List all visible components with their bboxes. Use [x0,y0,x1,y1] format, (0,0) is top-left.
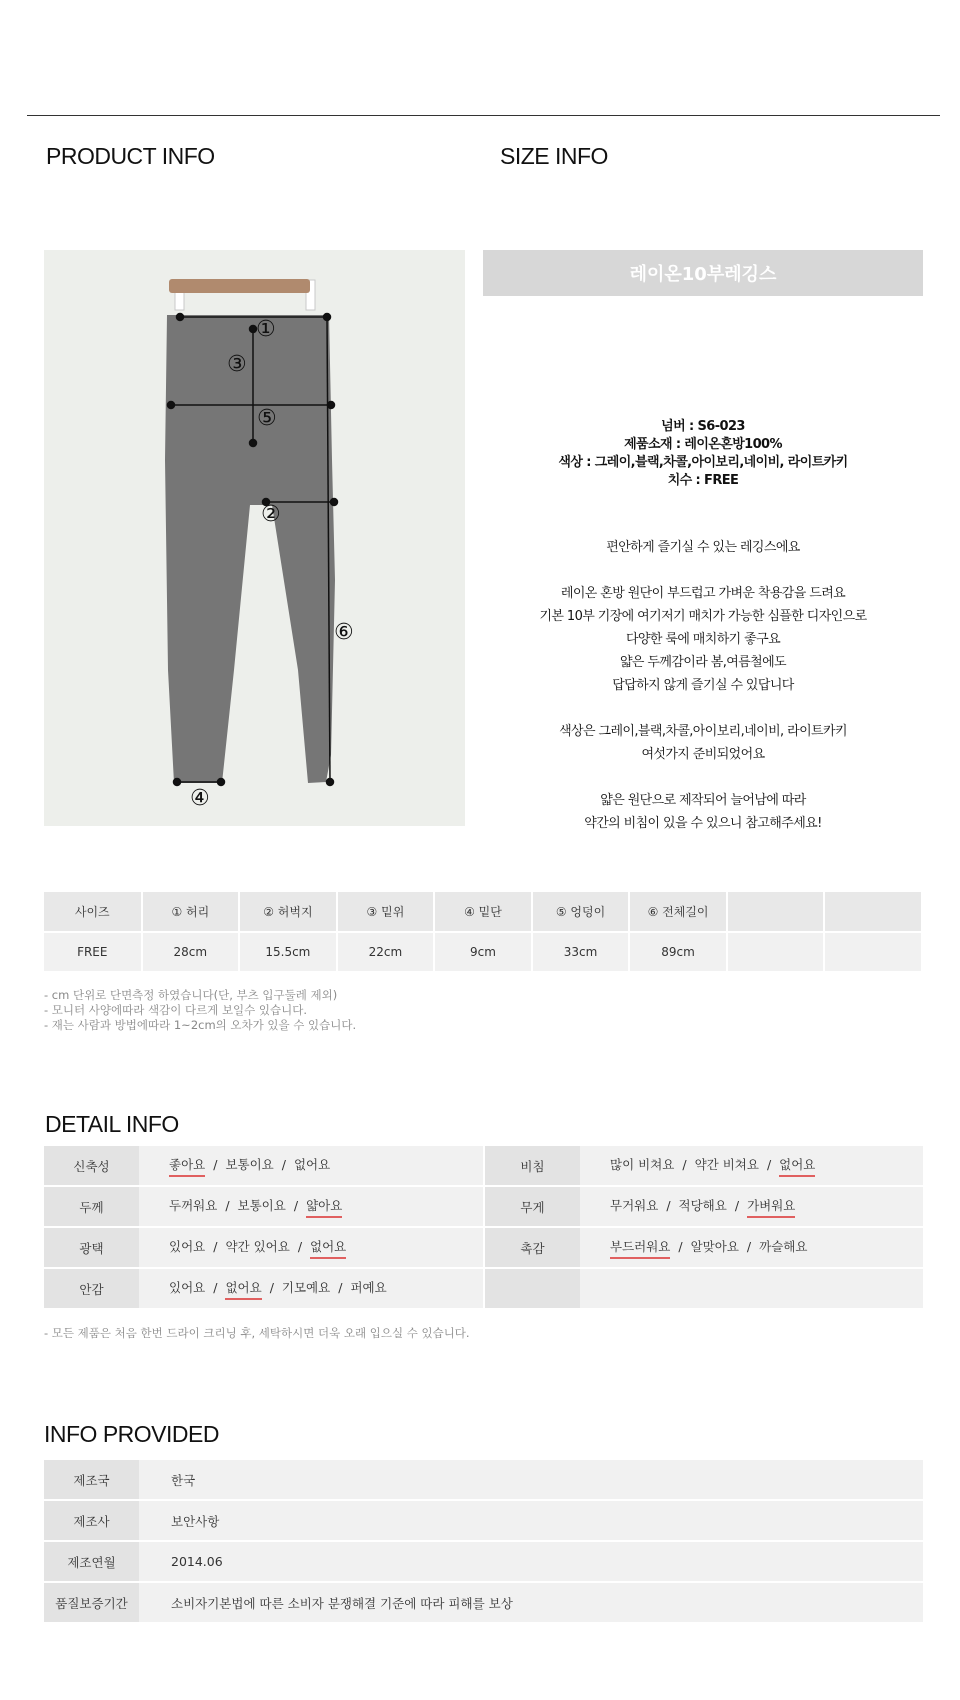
detail-option-selected: 없어요 [225,1278,261,1300]
description-line: 다양한 룩에 매치하기 좋구요 [625,632,781,647]
detail-option-selected: 부드러워요 [610,1237,670,1259]
size-header-cell: ① 허리 [142,892,240,932]
leggings-shape [165,315,335,783]
size-info-heading: SIZE INFO [500,143,608,169]
marker-total-length: ⑥ [334,620,354,645]
size-header-cell: ③ 밑위 [337,892,435,932]
size-header-cell [727,892,825,932]
size-table-row [44,932,922,972]
size-header-cell: 사이즈 [44,892,142,932]
detail-option-selected: 가벼워요 [747,1196,795,1218]
product-description [483,536,923,835]
hanger-bar [169,279,310,293]
description-line: 약간의 비침이 있을 수 있으니 참고해주세요! [584,816,822,831]
detail-option-selected: 없어요 [779,1155,815,1177]
spec-size: 치수 : FREE [667,473,739,488]
leggings-measurement-diagram [44,250,465,826]
spec-material: 제품소재 : 레이온혼방100% [624,437,782,452]
detail-option-selected: 없어요 [310,1237,346,1259]
size-value-cell: 22cm [337,932,435,972]
detail-info-heading: DETAIL INFO [45,1111,179,1137]
detail-row [44,1146,923,1186]
product-specs [483,418,923,490]
size-header-cell: ② 허벅지 [239,892,337,932]
detail-options-empty [580,1268,923,1309]
product-name: 레이온10부레깅스 [629,264,777,285]
description-line: 답답하지 않게 즐기실 수 있답니다 [612,678,794,693]
marker-hip: ⑤ [257,406,277,431]
info-value: 2014.06 [139,1541,923,1582]
detail-option: 퍼예요 [350,1279,387,1295]
detail-table [44,1146,923,1310]
detail-options: 두꺼워요 / 보통이요 / 얇아요 [139,1186,484,1227]
spec-colors: 색상 : 그레이,블랙,차콜,아이보리,네이비, 라이트카키 [558,455,848,470]
detail-label: 두께 [44,1186,139,1227]
info-value: 한국 [139,1460,923,1500]
info-row [44,1541,923,1582]
size-note: - cm 단위로 단면측정 하였습니다(단, 부츠 입구둘레 제외) [44,988,338,1002]
detail-option: 보통이요 [225,1156,274,1172]
top-divider [27,115,940,116]
detail-option: 두꺼워요 [169,1197,218,1213]
description-line: 얇은 두께감이라 봄,여름철에도 [619,655,787,670]
detail-option: 기모예요 [281,1279,331,1295]
size-value-cell [824,932,922,972]
size-value-cell [727,932,825,972]
description-line: 편안하게 즐기실 수 있는 레깅스에요 [606,540,800,555]
info-value: 보안사항 [139,1500,923,1541]
product-name-bar [483,250,923,296]
detail-option-selected: 좋아요 [169,1155,205,1177]
detail-option: 약간 있어요 [225,1238,290,1254]
size-header-cell [824,892,922,932]
product-photo [44,250,465,826]
detail-option: 보통이요 [237,1197,286,1213]
product-info-heading: PRODUCT INFO [46,143,215,169]
detail-label: 비침 [484,1146,580,1186]
detail-options: 무거워요 / 적당해요 / 가벼워요 [580,1186,923,1227]
detail-option-selected: 얇아요 [306,1196,342,1218]
detail-options: 있어요 / 약간 있어요 / 없어요 [139,1227,484,1268]
detail-option: 적당해요 [678,1197,727,1213]
detail-label: 광택 [44,1227,139,1268]
info-label: 제조국 [44,1460,139,1500]
size-header-cell: ④ 밑단 [434,892,532,932]
description-line: 여섯가지 준비되었어요 [641,747,765,762]
size-value-cell: FREE [44,932,142,972]
detail-option: 까슬해요 [759,1238,808,1254]
info-value: 소비자기본법에 따른 소비자 분쟁해결 기준에 따라 피해를 보상 [139,1582,923,1623]
detail-options: 많이 비쳐요 / 약간 비쳐요 / 없어요 [580,1146,923,1186]
description-line: 얇은 원단으로 제작되어 늘어남에 따라 [600,793,806,808]
detail-label: 촉감 [484,1227,580,1268]
size-value-cell: 33cm [532,932,630,972]
marker-rise: ③ [227,352,247,377]
size-header-cell: ⑤ 엉덩이 [532,892,630,932]
info-row [44,1582,923,1623]
size-value-cell: 15.5cm [239,932,337,972]
size-table [44,892,923,973]
detail-row [44,1186,923,1227]
detail-options: 있어요 / 없어요 / 기모예요 / 퍼예요 [139,1268,484,1309]
detail-option: 알맞아요 [690,1238,739,1254]
marker-waist: ① [256,317,276,342]
size-value-cell: 28cm [142,932,240,972]
detail-option: 없어요 [293,1156,331,1172]
description-line [483,697,923,720]
size-table-header-row [44,892,922,932]
description-line: 색상은 그레이,블랙,차콜,아이보리,네이비, 라이트카키 [559,724,847,739]
size-note: - 재는 사람과 방법에따라 1~2cm의 오차가 있을 수 있습니다. [44,1018,357,1032]
info-provided-table [44,1460,923,1624]
detail-option: 있어요 [169,1238,206,1254]
info-row [44,1460,923,1500]
size-value-cell: 89cm [629,932,727,972]
detail-label: 신축성 [44,1146,139,1186]
detail-option: 약간 비쳐요 [694,1156,759,1172]
info-row [44,1500,923,1541]
detail-label-empty [484,1268,580,1309]
info-label: 제조연월 [44,1541,139,1582]
size-value-cell: 9cm [434,932,532,972]
detail-row [44,1268,923,1309]
size-header-cell: ⑥ 전체길이 [629,892,727,932]
detail-options: 좋아요 / 보통이요 / 없어요 [139,1146,484,1186]
spec-number: 넘버 : S6-023 [661,419,745,434]
detail-option: 있어요 [169,1279,206,1295]
info-provided-heading: INFO PROVIDED [44,1421,219,1447]
detail-option: 무거워요 [610,1197,659,1213]
marker-thigh: ② [261,502,281,527]
size-note: - 모니터 사양에따라 색감이 다르게 보일수 있습니다. [44,1003,308,1017]
detail-options: 부드러워요 / 알맞아요 / 까슬해요 [580,1227,923,1268]
detail-row [44,1227,923,1268]
size-notes [44,988,356,1033]
info-label: 제조사 [44,1500,139,1541]
detail-option: 많이 비쳐요 [610,1156,675,1172]
detail-label: 안감 [44,1268,139,1309]
description-line: 레이온 혼방 원단이 부드럽고 가벼운 착용감을 드려요 [560,586,846,601]
care-note: - 모든 제품은 처음 한번 드라이 크리닝 후, 세탁하시면 더욱 오래 입으실 수 있습니다. [44,1326,470,1340]
description-line [483,766,923,789]
info-label: 품질보증기간 [44,1582,139,1623]
description-line: 기본 10부 기장에 여기저기 매치가 가능한 심플한 디자인으로 [539,609,867,624]
marker-hem: ④ [190,786,210,811]
description-line [483,559,923,582]
detail-label: 무게 [484,1186,580,1227]
